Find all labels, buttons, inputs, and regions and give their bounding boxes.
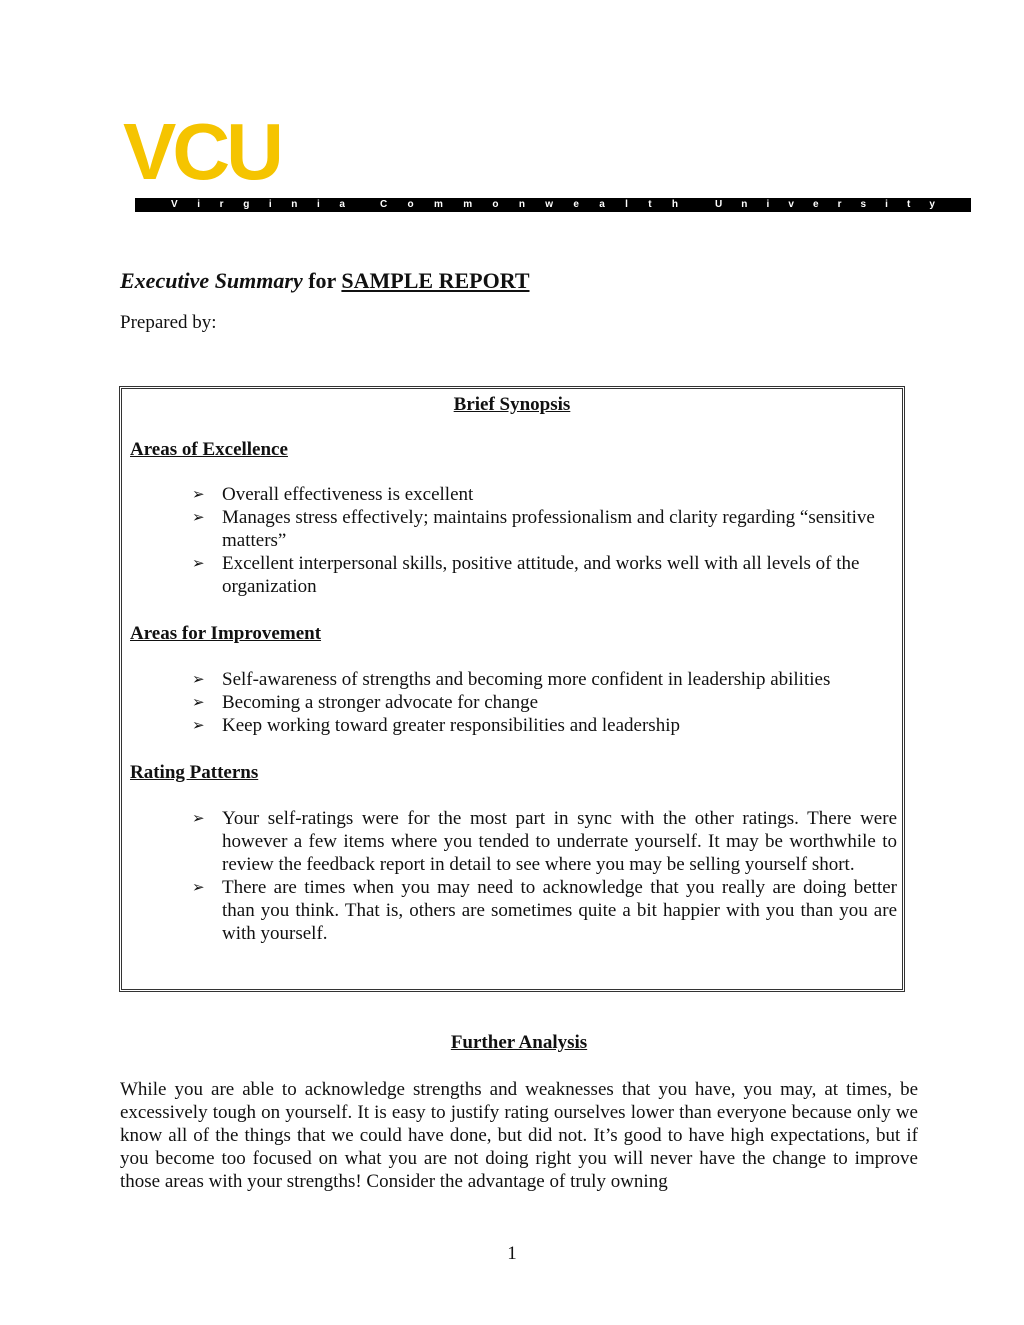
logo-word-virginia: [171, 198, 345, 212]
list-item: [192, 691, 897, 714]
list-item-text: Your self-ratings were for the most part in sync with the other ratings. There were however a few items where you tended to underrate yourself. It may be worthwhile to review the feedback report in detail to see where you may be selling yourself short.: [222, 808, 897, 875]
logo-letter: l: [625, 199, 628, 210]
report-title: [120, 266, 530, 296]
brief-synopsis-title: Brief Synopsis: [453, 394, 571, 415]
logo-word-commonwealth: [380, 198, 678, 212]
list-item: [192, 506, 897, 552]
list-item-text: There are times when you may need to acknowledge that you really are doing better than you think. That is, others are sometimes quite a bit happier with you than you are with yourself.: [222, 877, 897, 944]
logo-letter: t: [907, 199, 911, 210]
list-item-text: Manages stress effectively; maintains professionalism and clarity regarding “sensitive matters”: [222, 507, 875, 551]
logo-letter: i: [317, 199, 320, 210]
rating-patterns-heading: Rating Patterns: [130, 762, 259, 783]
vcu-logo-wordmark-bar: [135, 198, 971, 212]
logo-letter: i: [268, 199, 272, 210]
logo-letter: g: [243, 199, 250, 210]
arrow-bullet-icon: ➢: [192, 809, 205, 827]
logo-letter: s: [860, 199, 867, 210]
logo-letter: y: [929, 199, 935, 210]
improvement-list: [192, 668, 897, 737]
list-item-text: Keep working toward greater responsibilities and leadership: [222, 715, 680, 736]
logo-letter: a: [339, 199, 345, 210]
list-item-text: Self-awareness of strengths and becoming more confident in leadership abilities: [222, 669, 831, 690]
list-item: [192, 876, 897, 945]
logo-letter: i: [197, 199, 201, 210]
list-item: [192, 483, 897, 506]
logo-letter: h: [671, 199, 678, 210]
logo-letter: o: [492, 199, 499, 210]
list-item: [192, 807, 897, 876]
list-item: [192, 668, 897, 691]
arrow-bullet-icon: ➢: [192, 693, 205, 711]
list-item-text: Becoming a stronger advocate for change: [222, 692, 539, 713]
logo-letter: n: [741, 199, 748, 210]
logo-letter: r: [219, 199, 224, 210]
logo-letter: a: [599, 199, 605, 210]
list-item: [192, 552, 897, 598]
report-title-italic: Executive Summary: [120, 268, 303, 293]
page-number: 1: [507, 1243, 517, 1264]
logo-letter: t: [648, 199, 652, 210]
list-item: [192, 714, 897, 737]
further-analysis-heading: Further Analysis: [450, 1032, 588, 1053]
rating-list: [192, 807, 897, 945]
arrow-bullet-icon: ➢: [192, 670, 205, 688]
report-title-connector: for: [302, 268, 342, 293]
logo-letter: C: [380, 199, 388, 210]
logo-letter: i: [885, 199, 888, 210]
arrow-bullet-icon: ➢: [192, 554, 205, 572]
excellence-list: [192, 483, 897, 598]
arrow-bullet-icon: ➢: [192, 508, 205, 526]
logo-letter: m: [433, 199, 443, 210]
prepared-by-label: Prepared by:: [120, 312, 217, 333]
logo-letter: n: [291, 199, 298, 210]
logo-letter: i: [766, 199, 770, 210]
logo-letter: r: [837, 199, 842, 210]
arrow-bullet-icon: ➢: [192, 716, 205, 734]
logo-word-university: [715, 198, 935, 212]
areas-of-excellence-heading: Areas of Excellence: [130, 439, 288, 460]
list-item-text: Overall effectiveness is excellent: [222, 484, 474, 505]
arrow-bullet-icon: ➢: [192, 485, 205, 503]
report-title-name: SAMPLE REPORT: [341, 268, 530, 293]
arrow-bullet-icon: ➢: [192, 878, 205, 896]
logo-letter: o: [407, 199, 414, 210]
logo-letter: n: [518, 199, 525, 210]
logo-letter: m: [463, 199, 473, 210]
logo-letter: e: [812, 199, 819, 210]
list-item-text: Excellent interpersonal skills, positive attitude, and works well with all levels of the organization: [222, 553, 860, 597]
logo-letter: w: [545, 199, 554, 210]
brief-synopsis-box: [119, 386, 905, 992]
logo-letter: U: [715, 199, 723, 210]
areas-for-improvement-heading: Areas for Improvement: [130, 623, 322, 644]
logo-letter: V: [171, 199, 178, 210]
logo-letter: e: [573, 199, 579, 210]
logo-letter: v: [788, 199, 794, 210]
further-analysis-body: While you are able to acknowledge strengths and weaknesses that you have, you may, at times, be excessively tough on yourself. It is easy to justify rating ourselves lower than everyone because only we know all of the things that we could have done, but did not. It’s good to have high expectations, but if you become too focused on what you are not doing right you will never have the change to improve those areas with your strengths! Consider the advantage of truly owning: [120, 1079, 918, 1192]
vcu-logo-mark: VCU: [123, 107, 280, 196]
